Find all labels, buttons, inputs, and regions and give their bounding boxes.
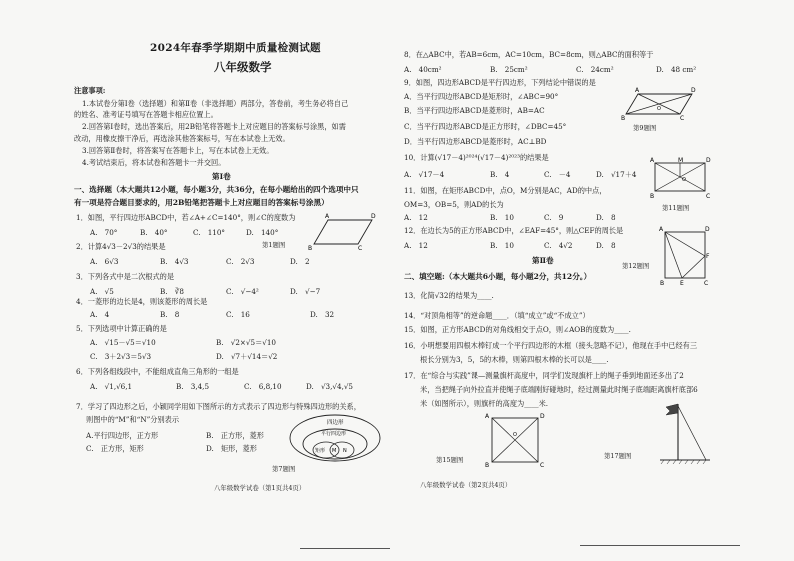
- part2-title: 第Ⅱ卷: [532, 256, 554, 265]
- fig-label: B: [650, 193, 655, 200]
- fig-label: B: [660, 280, 665, 287]
- fig-label: C: [680, 115, 685, 122]
- fig-label: A: [650, 157, 655, 164]
- q1-figure-caption: 第1题图: [262, 241, 286, 249]
- section1-line: 一、选择题（本大题共12小题，每小题3分，共36分，在每小题给出的四个选项中只: [74, 185, 359, 194]
- venn-label: M: [332, 448, 337, 454]
- q12-square-figure: [659, 226, 710, 287]
- q5-option: D. √7＋√14＝√2: [216, 352, 278, 361]
- q7-stem: 7．学习了四边形之后，小颖同学用如下图所示的方式表示了四边形与特殊四边形的关系，: [76, 402, 361, 411]
- q1-option: D. 140°: [246, 228, 279, 237]
- q1-option: A. 70°: [90, 228, 118, 237]
- q3-stem: 3．下列各式中是二次根式的是: [76, 272, 175, 281]
- q11-stem: OM=3，OB=5，则AD的长为: [404, 200, 504, 209]
- note-line: 1.本试卷分第Ⅰ卷（选择题）和第Ⅱ卷（非选择题）两部分，答卷前，考生务必将自己: [82, 99, 349, 108]
- q9-stem: 9．如图，四边形ABCD是平行四边形，下列结论中错误的是: [404, 78, 596, 87]
- q12-option: D. 8: [596, 241, 616, 250]
- q5-option: A. √15－√5＝√10: [90, 338, 156, 347]
- q9-figure-caption: 第9题图: [633, 124, 657, 132]
- q8-option: B. 25cm²: [490, 65, 528, 74]
- fig-label: O: [657, 106, 661, 112]
- q8-option: C. 24cm²: [576, 65, 614, 74]
- venn-label: 平行四边形: [321, 431, 347, 437]
- q10-option: C. －4: [544, 170, 571, 179]
- q11-option: A. 12: [404, 213, 428, 222]
- fig-label: B: [308, 245, 313, 252]
- q5-option: C. 3＋2√3＝5√3: [90, 352, 152, 361]
- q10-option: A. √17－4: [404, 170, 445, 179]
- q17-flagpole-figure: [656, 398, 712, 466]
- q13-text: 13．化简√32的结果为____.: [404, 291, 494, 300]
- q7-option: A.平行四边形，正方形: [86, 431, 159, 440]
- q7-figure-caption: 第7题图: [272, 465, 296, 473]
- q9-option: B．当平行四边形ABCD是菱形时，AB=AC: [404, 106, 545, 115]
- q2-option: A. 6√3: [90, 257, 119, 266]
- fig-label: F: [706, 253, 710, 260]
- q7-stem: 则图中的“M”和“N”分别表示: [86, 415, 180, 424]
- fig-label: C: [540, 462, 545, 469]
- fig-label: A: [659, 226, 664, 233]
- note-line: 3.回答第Ⅱ卷时，将答案写在答题卡上，写在本试卷上无效。: [82, 146, 274, 155]
- fig-label: C: [704, 280, 709, 287]
- q17-text: 米（如图所示），则旗杆的高度为____米.: [420, 399, 549, 408]
- note-line: 的姓名、准考证号填写在答题卡相应位置上。: [74, 110, 218, 119]
- q7-option: D. 矩形，菱形: [206, 444, 257, 453]
- q11-figure-caption: 第11题图: [662, 204, 690, 212]
- q6-stem: 6．下列各组线段中，不能组成直角三角形的一组是: [76, 367, 239, 376]
- right-page-footer: 八年级数学试卷（第2页共4页）: [420, 481, 512, 489]
- q4-stem: 4．一菱形的边长是4，则该菱形的周长是: [76, 297, 208, 306]
- q10-stem: 10．计算(√17－4)²⁰²⁴(√17－4)²⁰²³的结果是: [404, 153, 549, 162]
- q11-option: B. 10: [490, 213, 514, 222]
- q10-option: D. √17＋4: [596, 170, 637, 179]
- fig-label: E: [680, 280, 684, 287]
- q11-option: D. 8: [596, 213, 616, 222]
- q3-option: B. ∛8: [160, 287, 184, 296]
- q8-option: A. 40cm²: [404, 65, 442, 74]
- q3-option: D. √−7: [290, 287, 321, 296]
- q12-option: A. 12: [404, 241, 428, 250]
- q4-option: B. 8: [160, 310, 180, 319]
- q7-option: C. 正方形，矩形: [86, 444, 144, 453]
- q4-option: D. 32: [310, 310, 335, 319]
- section2-title: 二、填空题:（本大题共6小题，每小题2分，共12分。）: [404, 272, 592, 281]
- note-line: 2.回答第Ⅰ卷时，选出答案后，用2B铅笔将答题卡上对应题目的答案标号涂黑，如需: [82, 122, 346, 131]
- q3-option: C. √−4²: [226, 287, 259, 296]
- venn-label: N: [343, 448, 347, 454]
- q4-option: A. 4: [90, 310, 110, 319]
- fig-label: C: [358, 245, 363, 252]
- fig-label: C: [706, 193, 711, 200]
- q6-option: B. 3,4,5: [176, 382, 210, 391]
- q6-option: C. 6,8,10: [244, 382, 282, 391]
- fig-label: D: [371, 213, 376, 220]
- q17-figure-caption: 第17题图: [604, 452, 632, 460]
- q9-option: C．当平行四边形ABCD是正方形时，∠DBC=45°: [404, 122, 567, 131]
- left-page-footer: 八年级数学试卷（第1页共4页）: [214, 484, 306, 492]
- q12-option: B. 10: [490, 241, 514, 250]
- fig-label: D: [540, 413, 545, 420]
- q8-option: D. 48 cm²: [656, 65, 697, 74]
- q17-text: 米，当把绳子向外拉直并使绳子底端刚好碰地时，经过测量此时绳子底端距离旗杆底部6: [420, 385, 698, 394]
- fig-label: A: [325, 213, 330, 220]
- fig-label: A: [485, 413, 490, 420]
- q17-text: 17．在“综合与实践”课—测量旗杆高度中，同学们发现旗杆上的绳子垂到地面还多出了2: [404, 371, 684, 380]
- q11-option: C. 9: [544, 213, 564, 222]
- q15-text: 15．如图，正方形ABCD的对角线相交于点O，则∠AOB的度数为____.: [404, 325, 631, 334]
- part1-title: 第Ⅰ卷: [212, 172, 231, 181]
- q4-option: C. 16: [226, 310, 250, 319]
- q12-stem: 12．在边长为5的正方形ABCD中，∠EAF=45°，则△CEF的周长是: [404, 226, 624, 235]
- q15-square-figure: [484, 412, 546, 468]
- fig-label: D: [705, 226, 710, 233]
- note-line: 4.考试结束后，将本试卷和答题卡一并交回。: [82, 158, 226, 167]
- q6-option: D. √3,√4,√5: [306, 382, 354, 391]
- fig-label: D: [706, 157, 711, 164]
- q8-stem: 8．在△ABC中，若AB=6cm，AC=10cm，BC=8cm，则△ABC的面积等于: [404, 50, 654, 59]
- fig-label: B: [621, 115, 626, 122]
- q12-figure-caption: 第12题图: [622, 262, 650, 270]
- notes-heading: 注意事项:: [74, 86, 106, 95]
- q16-text: 16．小明想要用四根木棒钉成一个平行四边形的木框（接头忽略不记），他现在手中已经有三: [404, 341, 698, 350]
- q1-stem: 1．如图，平行四边形ABCD中，若∠A+∠C=140°，则∠C的度数为: [76, 213, 296, 222]
- q10-option: B. 4: [490, 170, 510, 179]
- fig-label: M: [678, 157, 684, 164]
- q5-option: B. √2×√5＝√10: [216, 338, 276, 347]
- fig-label: O: [682, 177, 686, 183]
- note-line: 改动，用橡皮擦干净后，再选涂其他答案标号，写在本试卷上无效。: [74, 134, 290, 143]
- q15-figure-caption: 第15题图: [436, 456, 464, 464]
- q9-option: A．当平行四边形ABCD是矩形时，∠ABC=90°: [404, 92, 559, 101]
- scan-mark: [580, 545, 740, 546]
- q2-option: B. 4√3: [160, 257, 189, 266]
- fig-label: O: [513, 432, 517, 438]
- venn-label: 四边形: [327, 420, 344, 426]
- q14-text: 14．“对顶角相等”的逆命题____．（填“成立”或“不成立”）: [404, 311, 590, 320]
- q7-venn-diagram: [288, 414, 382, 462]
- q2-option: D. 2: [290, 257, 310, 266]
- fig-label: A: [635, 87, 640, 94]
- fig-label: B: [485, 462, 490, 469]
- q11-rectangle-figure: [650, 157, 711, 200]
- q1-option: B. 40°: [140, 228, 168, 237]
- venn-label: 矩形: [315, 448, 326, 454]
- q16-text: 根长分别为3，5，5的木棒，则第四根木棒的长可以是____.: [420, 355, 609, 364]
- q2-stem: 2．计算4√3－2√3的结果是: [76, 242, 166, 251]
- q3-option: A. √5: [90, 287, 114, 296]
- q1-parallelogram-figure: [308, 212, 378, 252]
- q6-option: A. √1,√6,1: [90, 382, 133, 391]
- q9-parallelogram-figure: [621, 87, 696, 122]
- scan-mark: [300, 548, 390, 549]
- exam-subject: 八年级数学: [214, 60, 272, 74]
- q5-stem: 5．下列选项中计算正确的是: [76, 324, 167, 333]
- exam-title: 2024年春季学期期中质量检测试题: [150, 42, 321, 54]
- section1-line: 有一项是符合题目要求的，用2B铅笔把答题卡上对应题目的答案标号涂黑）: [74, 198, 329, 207]
- q1-option: C. 110°: [193, 228, 226, 237]
- q2-option: C. 2√3: [226, 257, 255, 266]
- q12-option: C. 4√2: [544, 241, 573, 250]
- q7-option: B. 正方形，菱形: [206, 431, 264, 440]
- q9-option: D．当平行四边形ABCD是菱形时，AC⊥BD: [404, 137, 547, 146]
- fig-label: D: [691, 87, 696, 94]
- q11-stem: 11．如图，在矩形ABCD中，点O，M分别是AC，AD的中点，: [404, 186, 607, 195]
